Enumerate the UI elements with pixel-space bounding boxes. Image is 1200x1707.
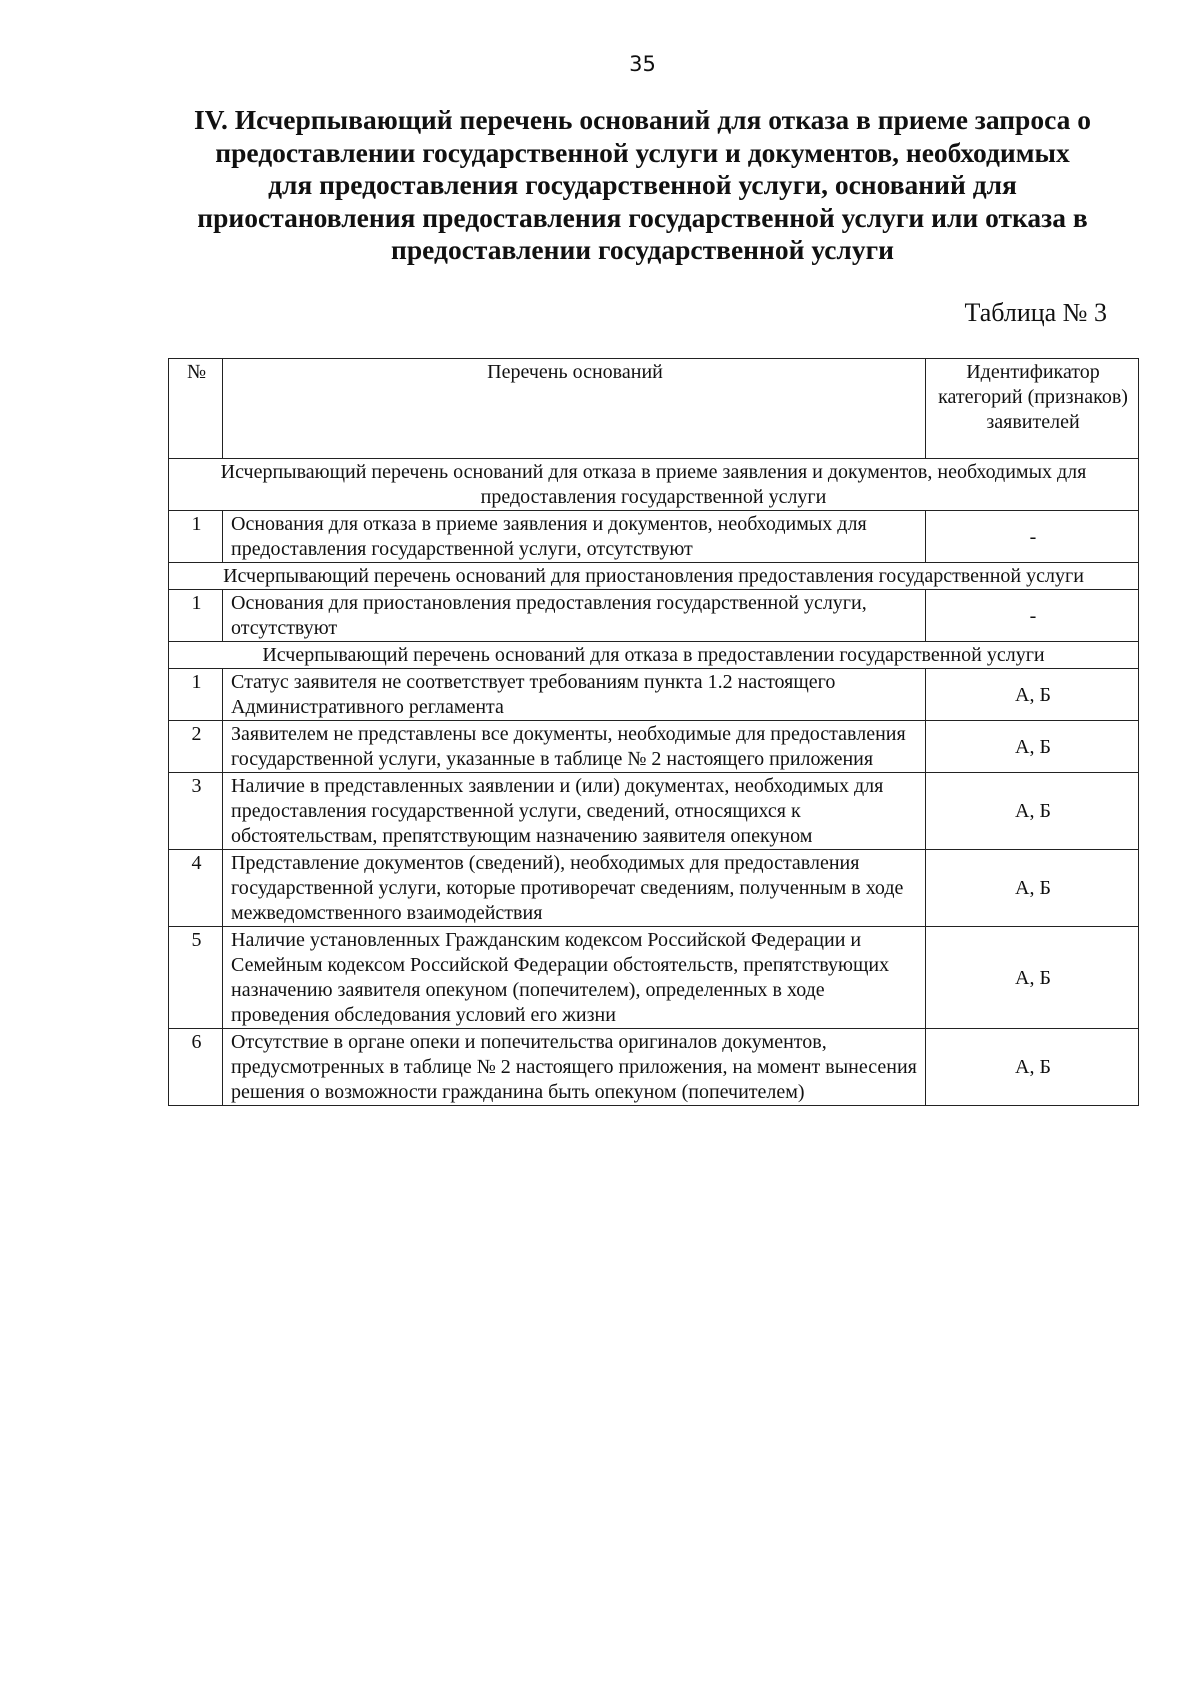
section-row-suspension: [169, 563, 1139, 590]
reasons-table: [168, 358, 1139, 1106]
row-identifier: А, Б: [926, 773, 1139, 850]
row-text: Представление документов (сведений), необходимых для предоставления государственной услуги, которые противоречат сведениям, полученным в ходе межведомственного взаимодействия: [223, 850, 926, 927]
heading-line: предоставлении государственной услуги: [391, 234, 894, 265]
table-row: [169, 927, 1139, 1029]
heading-line: предоставлении государственной услуги и документов, необходимых: [215, 136, 1070, 168]
section-title: Исчерпывающий перечень оснований для приостановления предоставления государственной услуги: [169, 563, 1139, 590]
row-text: Статус заявителя не соответствует требованиям пункта 1.2 настоящего Административного регламента: [223, 669, 926, 721]
header-identifier: Идентификатор категорий (признаков) заявителей: [926, 359, 1139, 459]
row-number: 1: [169, 511, 223, 563]
row-text: Наличие в представленных заявлении и (или) документах, необходимых для предоставления государственной услуги, сведений, относящихся к обстоятельствам, препятствующим назначению заявителя опекуном: [223, 773, 926, 850]
table-row: [169, 773, 1139, 850]
row-number: 1: [169, 669, 223, 721]
heading-line: приостановления предоставления государственной услуги или отказа в: [197, 201, 1088, 233]
section-row-refusal-acceptance: [169, 459, 1139, 511]
section-heading: [150, 104, 1135, 267]
header-reasons: Перечень оснований: [223, 359, 926, 459]
row-text: Отсутствие в органе опеки и попечительства оригиналов документов, предусмотренных в таблице № 2 настоящего приложения, на момент вынесения решения о возможности гражданина быть опекуном (попечителем): [223, 1029, 926, 1106]
heading-line: IV. Исчерпывающий перечень оснований для отказа в приеме запроса о: [193, 104, 1092, 135]
row-number: 6: [169, 1029, 223, 1106]
table-row: [169, 1029, 1139, 1106]
table-row: [169, 669, 1139, 721]
table-row: [169, 721, 1139, 773]
row-number: 1: [169, 590, 223, 642]
heading-line: для предоставления государственной услуги, оснований для: [268, 169, 1017, 200]
row-number: 5: [169, 927, 223, 1029]
table-row: [169, 590, 1139, 642]
section-title: Исчерпывающий перечень оснований для отказа в приеме заявления и документов, необходимых для предоставления государственной услуги: [169, 459, 1139, 511]
row-number: 4: [169, 850, 223, 927]
row-identifier: А, Б: [926, 927, 1139, 1029]
table-header-row: [169, 359, 1139, 459]
row-identifier: -: [926, 511, 1139, 563]
row-identifier: -: [926, 590, 1139, 642]
row-number: 2: [169, 721, 223, 773]
row-identifier: А, Б: [926, 721, 1139, 773]
row-text: Наличие установленных Гражданским кодексом Российской Федерации и Семейным кодексом Российской Федерации обстоятельств, препятствующих назначению заявителя опекуном (попечителем), определенных в ходе проведения обследования условий его жизни: [223, 927, 926, 1029]
row-text: Заявителем не представлены все документы, необходимые для предоставления государственной услуги, указанные в таблице № 2 настоящего приложения: [223, 721, 926, 773]
row-number: 3: [169, 773, 223, 850]
header-number: №: [169, 359, 223, 459]
row-text: Основания для приостановления предоставления государственной услуги, отсутствуют: [223, 590, 926, 642]
row-identifier: А, Б: [926, 850, 1139, 927]
row-identifier: А, Б: [926, 1029, 1139, 1106]
section-title: Исчерпывающий перечень оснований для отказа в предоставлении государственной услуги: [169, 642, 1139, 669]
table-row: [169, 511, 1139, 563]
row-identifier: А, Б: [926, 669, 1139, 721]
table-row: [169, 850, 1139, 927]
section-row-refusal-provision: [169, 642, 1139, 669]
row-text: Основания для отказа в приеме заявления и документов, необходимых для предоставления государственной услуги, отсутствуют: [223, 511, 926, 563]
page-number: 35: [629, 52, 656, 76]
table-caption: Таблица № 3: [964, 298, 1107, 327]
